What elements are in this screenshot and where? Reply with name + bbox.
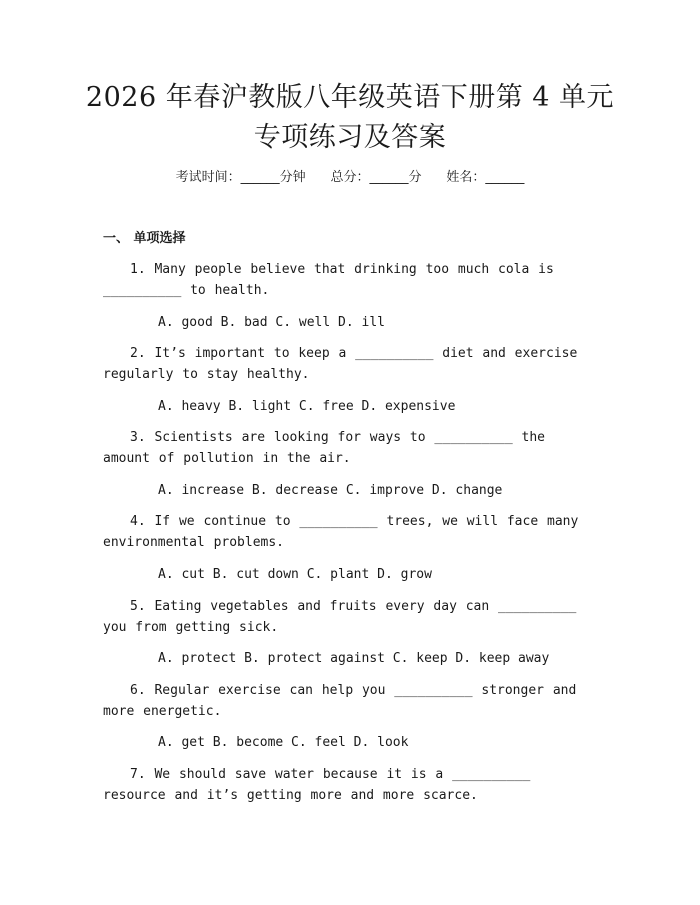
total-score-label: 总分： [330,170,370,185]
question-2: 2. It’s important to keep a __________ diet and exercise regularly to stay healthy. [103,346,578,382]
question-3-options: A. increase B. decrease C. improve D. change [158,483,503,498]
question-1-options: A. good B. bad C. well D. ill [158,315,385,330]
question-4-options: A. cut B. cut down C. plant D. grow [158,567,432,582]
total-score-blank: ______ [369,170,409,185]
exam-time-label: 考试时间： [175,170,241,185]
question-1: 1. Many people believe that drinking too much cola is __________ to health. [103,262,554,298]
total-score-unit: 分 [408,170,422,185]
question-5-options: A. protect B. protect against C. keep D. keep away [158,651,550,666]
section-heading: 一、 单项选择 [103,231,186,246]
question-4: 4. If we continue to __________ trees, we will face many environmental problems. [103,514,579,550]
exam-time-blank: ______ [240,170,280,185]
student-name-blank: ______ [485,170,525,185]
question-3: 3. Scientists are looking for ways to __________ the amount of pollution in the air. [103,430,545,466]
question-5: 5. Eating vegetables and fruits every day can __________ you from getting sick. [103,599,577,635]
question-6-options: A. get B. become C. feel D. look [158,735,409,750]
question-6: 6. Regular exercise can help you __________ stronger and more energetic. [103,683,577,719]
question-2-options: A. heavy B. light C. free D. expensive [158,399,456,414]
exam-time-unit: 分钟 [279,170,306,185]
question-7: 7. We should save water because it is a __________ resource and it’s getting more and more scarce. [103,767,531,803]
document-title: 2026 年春沪教版八年级英语下册第 4 单元专项练习及答案 [85,82,615,153]
exam-info-line [0,168,700,188]
student-name-label: 姓名： [446,170,486,185]
